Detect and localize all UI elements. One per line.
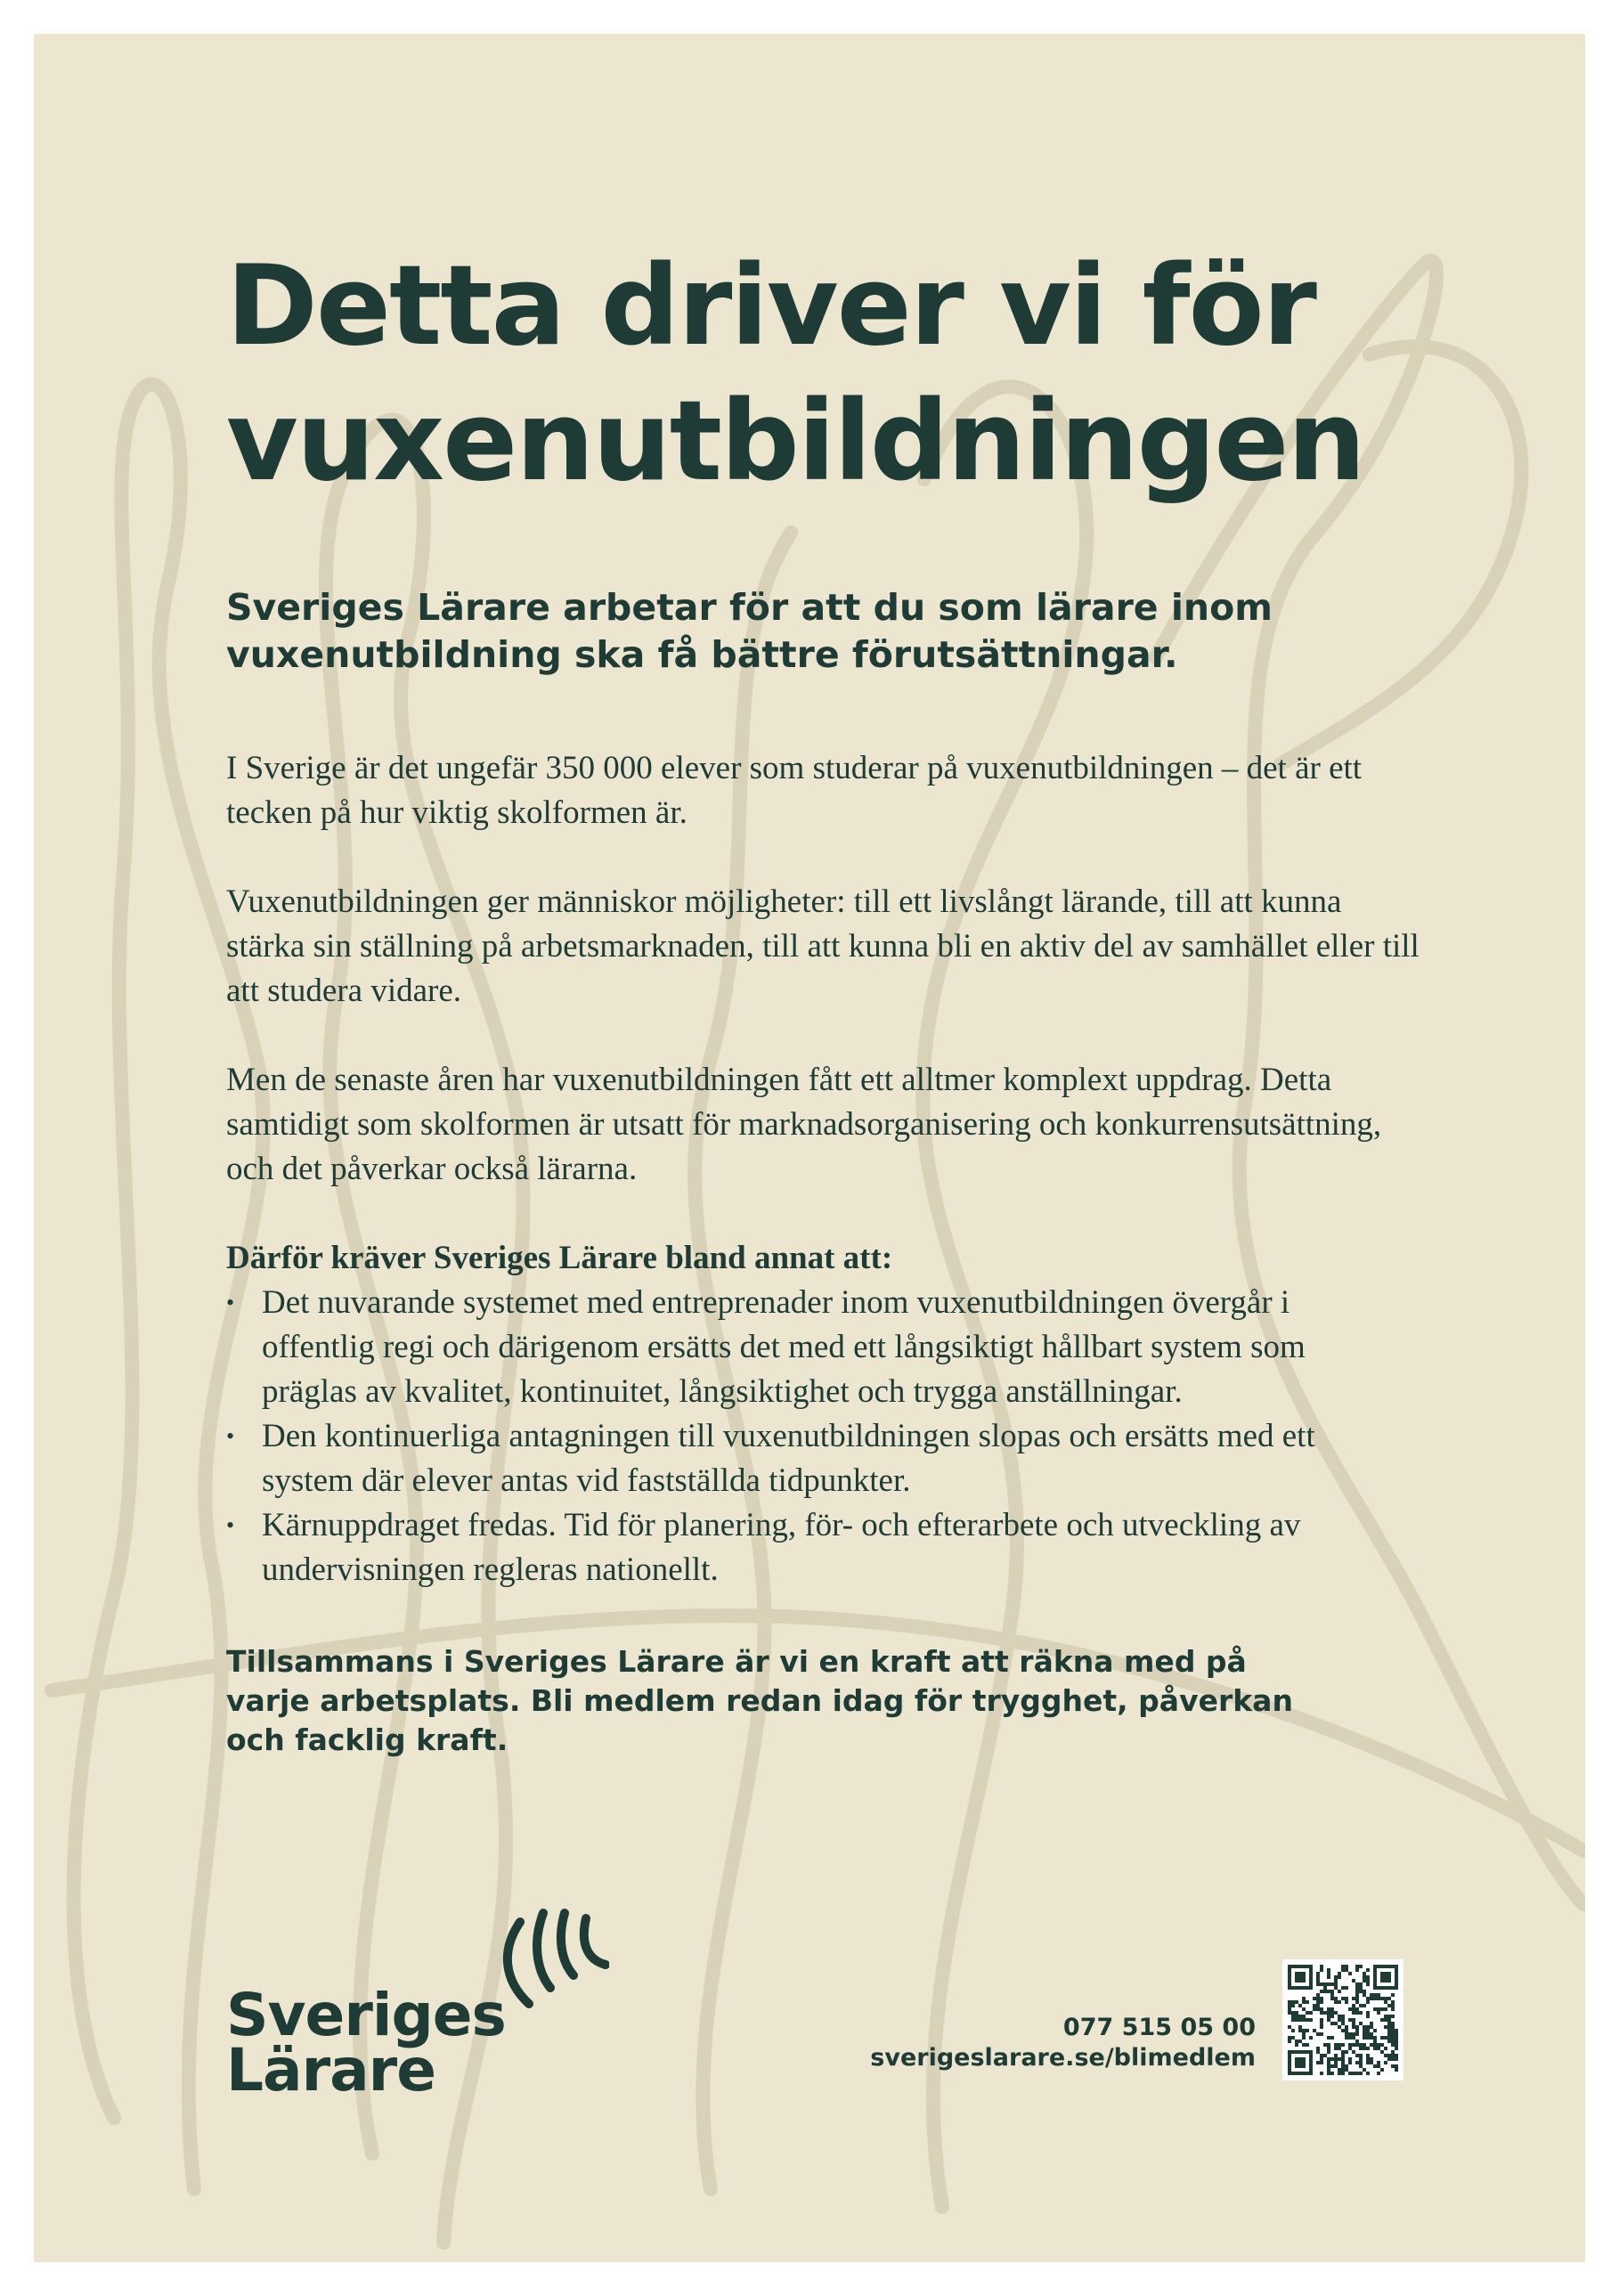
membership-link[interactable]: sverigeslarare.se/blimedlem	[870, 2044, 1256, 2072]
poster	[34, 34, 1585, 2262]
logo-wordmark	[226, 1981, 506, 2105]
demands-heading: Därför kräver Sveriges Lärare bland annat att:	[226, 1240, 893, 1276]
logo-line-2: Lärare	[226, 2036, 435, 2105]
demand-item: • Kärnuppdraget fredas. Tid för planering, för- och efterarbete och utveckling av undervisningen regleras nationellt.	[226, 1503, 1402, 1592]
lead-text: Sveriges Lärare arbetar för att du som lärare inom vuxenutbildning ska få bättre förutsättningar.	[226, 586, 1273, 676]
qr-code-icon	[1288, 1965, 1398, 2075]
paragraph: I Sverige är det ungefär 350 000 elever som studerar på vuxenutbildningen – det är ett tecken på hur viktig skolformen är.	[226, 750, 1363, 831]
sveriges-larare-logo	[226, 1906, 654, 2111]
demand-item: • Det nuvarande systemet med entreprenader inom vuxenutbildningen övergår i offentlig regi och därigenom ersätts det med ett långsiktigt hållbart system som präglas av kvalitet, kontinuitet, långsiktighet och trygga anställningar.	[226, 1281, 1402, 1414]
demands-list	[226, 1281, 1402, 1592]
paragraph: Men de senaste åren har vuxenutbildningen fått ett alltmer komplext uppdrag. Detta samtidigt som skolformen är utsatt för marknadsorganisering och konkurrensutsättning, och det påverkar också lärarna.	[226, 1062, 1382, 1187]
phone-number: 077 515 05 00	[1062, 2014, 1256, 2041]
title-line-1: Detta driver vi för	[226, 242, 1315, 370]
hand-lines-icon	[493, 1906, 609, 2013]
closing-call-to-action: Tillsammans i Sveriges Lärare är vi en kraft att räkna med på varje arbetsplats. Bli medlem redan idag för trygghet, påverkan och facklig kraft.	[226, 1644, 1293, 1757]
paragraph: Vuxenutbildningen ger människor möjligheter: till ett livslångt lärande, till att kunna stärka sin ställning på arbetsmarknaden, till att kunna bli en aktiv del av samhället eller till att studera vidare.	[226, 883, 1420, 1009]
contact-info	[870, 2013, 1256, 2073]
qr-code[interactable]	[1282, 1959, 1403, 2080]
demand-item: • Den kontinuerliga antagningen till vuxenutbildningen slopas och ersätts med ett system där elever antas vid fastställda tidpunkter.	[226, 1414, 1402, 1503]
logo-line-1: Sveriges	[226, 1981, 506, 2049]
page-title	[226, 239, 1455, 509]
title-line-2: vuxenutbildningen	[226, 378, 1364, 506]
main-content	[226, 239, 1455, 1760]
